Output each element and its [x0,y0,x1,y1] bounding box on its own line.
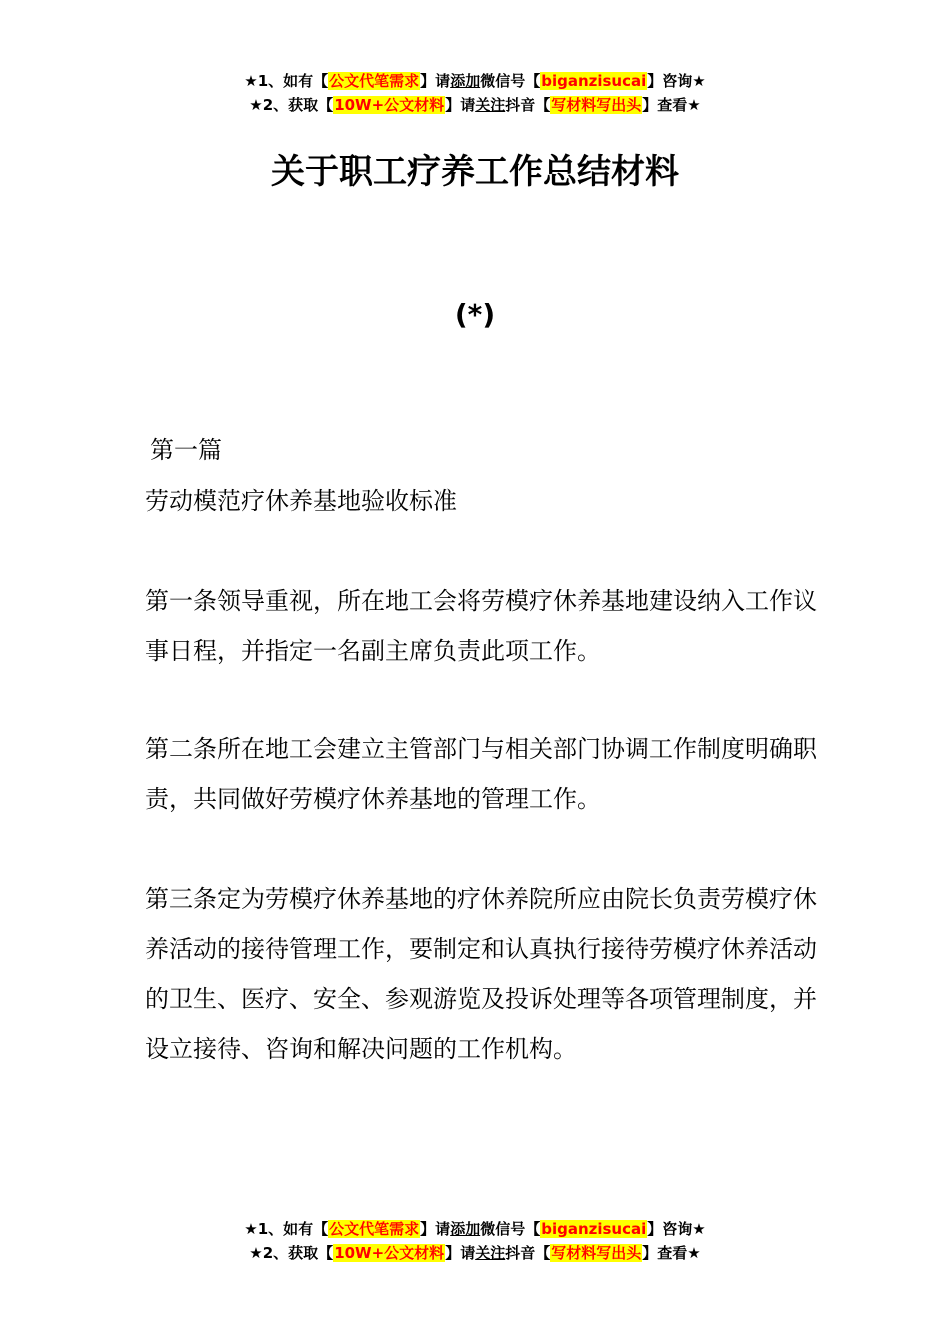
promo-text: 】咨询★ [647,1220,706,1238]
promo-underline: 添加 [450,72,481,90]
promo-highlight: 10W+公文材料 [334,1244,445,1262]
promo-line-2 [0,93,950,117]
promo-text: ★2、获取【 [249,1244,334,1262]
promo-underline: 添加 [450,1220,481,1238]
document-subtitle: (*) [454,298,496,331]
paragraph-text: 第三条定为劳模疗休养基地的疗休养院所应由院长负责劳模疗休养活动的接待管理工作，要制定和认真执行接待劳模疗休养活动的卫生、医疗、安全、参观游览及投诉处理等各项管理制度，并设立接待、咨询和解决问题的工作机构。 [145,885,817,1063]
promo-highlight: biganzisucai [541,72,647,90]
promo-text: 】请 [445,1244,476,1262]
promo-underline: 关注 [475,96,506,114]
promo-text: 】请 [420,72,451,90]
promo-line-1 [0,1217,950,1241]
promo-line-2 [0,1241,950,1265]
promo-text: 】咨询★ [647,72,706,90]
promo-highlight: 写材料写出头 [551,1244,642,1262]
section-title: 劳动模范疗休养基地验收标准 [145,487,457,515]
paragraph-text: 第一条领导重视，所在地工会将劳模疗休养基地建设纳入工作议事日程，并指定一名副主席负责此项工作。 [145,587,817,665]
promo-text: 微信号【 [480,1220,541,1238]
promo-highlight: 10W+公文材料 [334,96,445,114]
paragraph [145,874,825,1074]
promo-text: ★2、获取【 [249,96,334,114]
section-label: 第一篇 [150,436,222,464]
promo-text: 】请 [445,96,476,114]
promo-text: 】请 [420,1220,451,1238]
promo-highlight: 写材料写出头 [551,96,642,114]
promo-underline: 关注 [475,1244,506,1262]
promo-highlight: biganzisucai [541,1220,647,1238]
promo-text: 】查看★ [642,1244,701,1262]
paragraph [145,576,825,676]
paragraph [145,724,825,824]
promo-text: 抖音【 [505,1244,551,1262]
promo-banner-top [0,69,950,117]
promo-text: ★1、如有【 [244,1220,329,1238]
promo-line-1 [0,69,950,93]
promo-text: 】查看★ [642,96,701,114]
promo-highlight: 公文代笔需求 [329,72,420,90]
promo-banner-bottom [0,1217,950,1265]
promo-text: ★1、如有【 [244,72,329,90]
paragraph-text: 第二条所在地工会建立主管部门与相关部门协调工作制度明确职责，共同做好劳模疗休养基地的管理工作。 [145,735,817,813]
promo-text: 抖音【 [505,96,551,114]
document-title: 关于职工疗养工作总结材料 [271,152,679,192]
promo-highlight: 公文代笔需求 [329,1220,420,1238]
promo-text: 微信号【 [480,72,541,90]
